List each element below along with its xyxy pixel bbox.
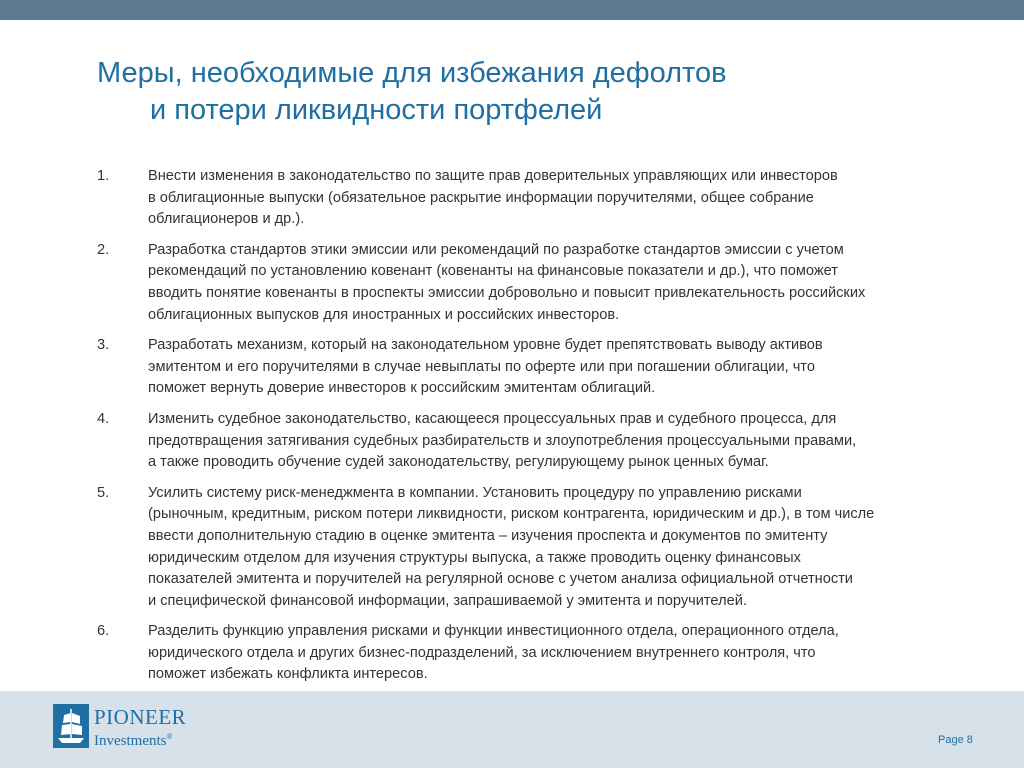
- item-number: 5.: [97, 484, 110, 501]
- list-item: [97, 240, 997, 326]
- list-item: [97, 335, 997, 400]
- item-line: (рыночным, кредитным, риском потери ликвидности, риском контрагента, юридическим и др.), в том числе: [148, 506, 875, 523]
- logo-name: PIONEER: [94, 705, 187, 729]
- item-line: эмитентом и его поручителями в случае невыплаты по оферте или при погашении облигации, что: [148, 358, 815, 375]
- measures-list: [97, 166, 997, 695]
- list-item: [97, 483, 997, 613]
- item-line: рекомендаций по установлению ковенант (ковенанты на финансовые показатели и др.), что поможет: [148, 263, 838, 280]
- item-number: 3.: [97, 337, 110, 354]
- item-line: Разделить функцию управления рисками и функции инвестиционного отдела, операционного отдела,: [148, 623, 839, 640]
- footer-bar: [0, 691, 1024, 768]
- item-line: Изменить судебное законодательство, касающееся процессуальных прав и судебного процесса, для: [148, 410, 837, 427]
- logo-subtitle: Investments®: [94, 732, 173, 749]
- item-line: поможет вернуть доверие инвесторов к российским эмитентам облигаций.: [148, 380, 656, 397]
- item-number: 1.: [97, 168, 110, 184]
- item-line: показателей эмитента и поручителей на регулярной основе с учетом анализа официальной отчетности: [148, 571, 853, 588]
- item-line: облигационеров и др.).: [148, 211, 305, 228]
- item-number: 4.: [97, 410, 110, 427]
- item-line: вводить понятие ковенанты в проспекты эмиссии добровольно и повысит привлекательность российских: [148, 284, 866, 301]
- pioneer-logo: [53, 704, 223, 748]
- item-line: облигационных выпусков для иностранных и российских инвесторов.: [148, 306, 620, 323]
- slide-title-line-2: и потери ликвидности портфелей: [150, 94, 603, 126]
- ship-sails-icon: [53, 704, 89, 748]
- list-item: [97, 166, 997, 231]
- item-line: Усилить систему риск-менеджмента в компании. Установить процедуру по управлению рисками: [148, 484, 802, 501]
- item-line: юридическим отделом для изучения структуры выпуска, а также проводить оценку финансовых: [148, 549, 801, 566]
- item-number: 6.: [97, 623, 110, 640]
- list-item: [97, 409, 997, 474]
- item-line: предотвращения затягивания судебных разбирательств и злоупотребления процессуальными правами,: [148, 432, 857, 449]
- list-item: [97, 621, 997, 686]
- slide-title-line-1: Меры, необходимые для избежания дефолтов: [97, 57, 727, 89]
- item-line: ввести дополнительную стадию в оценке эмитента – изучения проспекта и документов по эмитенту: [148, 527, 828, 544]
- item-line: Разработать механизм, который на законодательном уровне будет препятствовать выводу активов: [148, 337, 823, 354]
- item-line: в облигационные выпуски (обязательное раскрытие информации поручителями, общее собрание: [148, 189, 814, 206]
- item-line: Внести изменения в законодательство по защите прав доверительных управляющих или инвесторов: [148, 168, 838, 184]
- item-line: а также проводить обучение судей законодательству, регулирующему рынок ценных бумаг.: [148, 454, 769, 471]
- item-line: и специфической финансовой информации, запрашиваемой у эмитента и поручителей.: [148, 592, 747, 609]
- top-bar: [0, 0, 1024, 20]
- slide-title: [97, 55, 977, 129]
- item-number: 2.: [97, 241, 110, 258]
- page-number: Page 8: [938, 734, 973, 746]
- item-line: Разработка стандартов этики эмиссии или рекомендаций по разработке стандартов эмиссии с учетом: [148, 241, 844, 258]
- item-line: юридического отдела и других бизнес-подразделений, за исключением внутреннего контроля, что: [148, 644, 816, 661]
- item-line: поможет избежать конфликта интересов.: [148, 666, 428, 683]
